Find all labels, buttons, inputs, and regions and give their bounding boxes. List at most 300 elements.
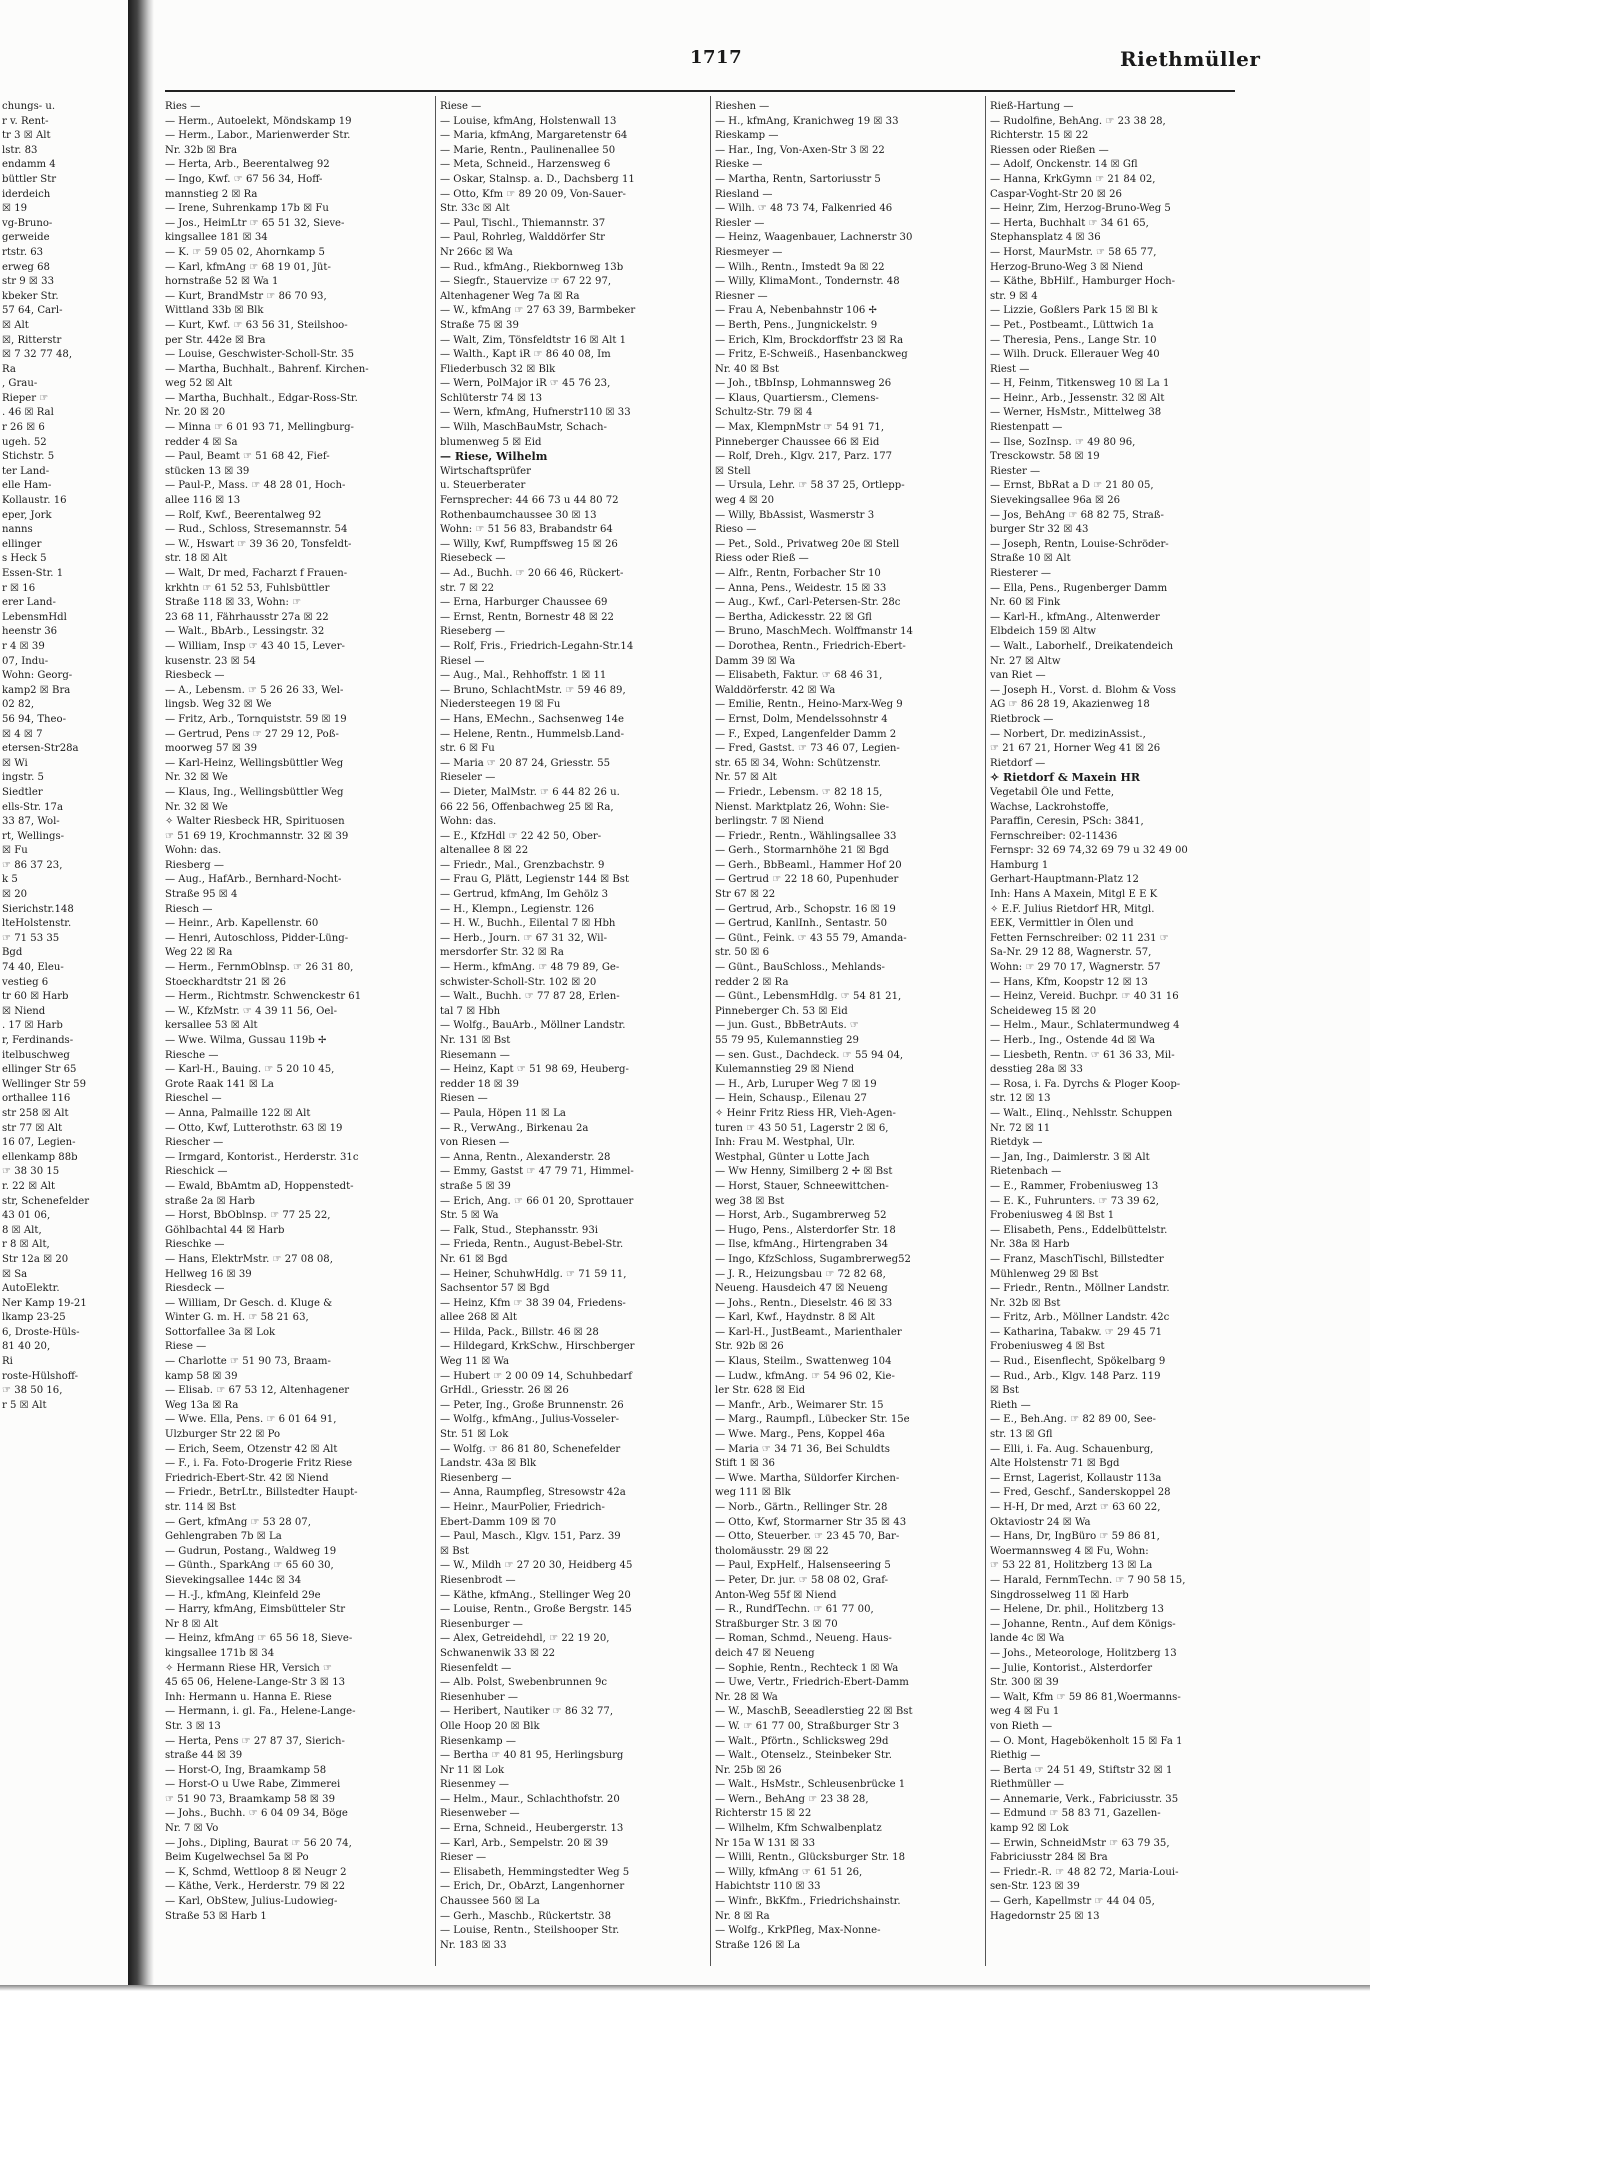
- directory-entry-line: — Heinz, Vereid. Buchpr. ☞ 40 31 16: [990, 991, 1179, 1003]
- margin-line: ingstr. 5: [2, 772, 44, 784]
- directory-entry-line: — Johanne, Rentn., Auf dem Königs-: [990, 1618, 1176, 1630]
- directory-entry-line: schwister-Scholl-Str. 102 ☒ 20: [440, 976, 597, 988]
- directory-entry-line: Tresckowstr. 58 ☒ 19: [990, 451, 1100, 463]
- margin-line: erer Land-: [2, 597, 56, 609]
- directory-entry-line: Sa-Nr. 29 12 88, Wagnerstr. 57,: [990, 947, 1152, 959]
- directory-entry-line: — Aug., Mal., Rehhoffstr. 1 ☒ 11: [440, 670, 607, 682]
- directory-entry-line: — Ernst, Lagerist, Kollaustr 113a: [990, 1472, 1162, 1484]
- margin-line: ☒, Ritterstr: [2, 334, 62, 346]
- directory-entry-line: — Gerh, Kapellmstr ☞ 44 04 05,: [990, 1896, 1155, 1908]
- directory-entry-line: Riesenmey —: [440, 1779, 510, 1791]
- directory-entry-line: — Max, KlempnMstr ☞ 54 91 71,: [715, 422, 885, 434]
- margin-line: Wohn: Georg-: [2, 670, 73, 682]
- directory-entry-line: Wirtschaftsprüfer: [440, 465, 531, 477]
- directory-entry-line: — Frau A, Nebenbahnstr 106 ✢: [715, 305, 877, 317]
- directory-entry-line: blumenweg 5 ☒ Eid: [440, 436, 542, 448]
- directory-entry-line: — Horst-O u Uwe Rabe, Zimmerei: [165, 1779, 341, 1791]
- directory-entry-line: Elbdeich 159 ☒ Altw: [990, 626, 1097, 638]
- directory-entry-line: — Elisab. ☞ 67 53 12, Altenhagener: [165, 1385, 350, 1397]
- directory-entry-line: — Käthe, Verk., Herderstr. 79 ☒ 22: [165, 1881, 346, 1893]
- margin-line: ☒ Sa: [2, 1268, 28, 1280]
- directory-entry-line: Nr. 25b ☒ 26: [715, 1764, 782, 1776]
- directory-entry-line: — Ingo, KfzSchloss, Sugambrerweg52: [715, 1253, 911, 1265]
- margin-line: ☒ Fu: [2, 845, 28, 857]
- directory-entry-line: ☒ Stell: [715, 465, 751, 477]
- directory-entry-line: — Günth., SparkAng ☞ 65 60 30,: [165, 1560, 334, 1572]
- directory-entry-line: — Walt., Laborhelf., Dreikatendeich: [990, 640, 1174, 652]
- margin-line: s Heck 5: [2, 553, 47, 565]
- directory-entry-line: — Joseph H., Vorst. d. Blohm & Voss: [990, 684, 1176, 696]
- directory-entry-line: — W., kfmAng ☞ 27 63 39, Barmbeker: [440, 305, 636, 317]
- directory-entry-line: Straße 126 ☒ La: [715, 1939, 801, 1951]
- directory-entry-line: Riesch —: [165, 903, 213, 915]
- directory-entry-line: — Dorothea, Rentn., Friedrich-Ebert-: [715, 640, 906, 652]
- directory-entry-line: — Heiner, SchuhwHdlg. ☞ 71 59 11,: [440, 1268, 627, 1280]
- directory-entry-line: Herzog-Bruno-Weg 3 ☒ Niend: [990, 261, 1144, 273]
- directory-entry-line: — E. K., Fuhrunters. ☞ 73 39 62,: [990, 1195, 1159, 1207]
- directory-entry-line: — K. ☞ 59 05 02, Ahornkamp 5: [165, 246, 325, 258]
- directory-entry-line: — Hans, Kfm, Koopstr 12 ☒ 13: [990, 976, 1148, 988]
- directory-entry-line: — Elisabeth, Faktur. ☞ 68 46 31,: [715, 670, 883, 682]
- directory-entry-line: — Franz, MaschTischl, Billstedter: [990, 1253, 1164, 1265]
- directory-entry-line: allee 268 ☒ Alt: [440, 1312, 517, 1324]
- directory-entry-line: Straße 95 ☒ 4: [165, 889, 238, 901]
- directory-entry-line: Riesterer —: [990, 568, 1051, 579]
- directory-entry-line: — Herm., Richtmstr. Schwenckestr 61: [165, 991, 362, 1003]
- directory-entry-line: — Willy, KlimaMont., Tondernstr. 48: [715, 276, 900, 288]
- directory-entry-line: — Walt, Dr med, Facharzt f Frauen-: [165, 568, 348, 579]
- directory-entry-line: — Johs., Dipling, Baurat ☞ 56 20 74,: [165, 1837, 352, 1849]
- directory-entry-line: Nr. 32 ☒ We: [165, 801, 228, 813]
- directory-entry-line: Stift 1 ☒ 36: [715, 1458, 775, 1470]
- directory-entry-line: — Erna, Harburger Chaussee 69: [440, 597, 608, 609]
- directory-entry-line: Riesenburger —: [440, 1618, 523, 1630]
- directory-entry-line: — Anna, Palmaille 122 ☒ Alt: [165, 1107, 311, 1119]
- directory-entry-line: Riesberg —: [165, 859, 225, 871]
- margin-line: lkamp 23-25: [2, 1312, 66, 1324]
- directory-entry-line: Str. 51 ☒ Lok: [440, 1429, 509, 1441]
- directory-entry-line: — Karl, ObStew, Julius-Ludowieg-: [165, 1896, 338, 1908]
- page-number: 1717: [690, 47, 743, 68]
- directory-entry-line: — Gertrud, Arb., Schopstr. 16 ☒ 19: [715, 903, 896, 915]
- directory-entry-line: — Pet., Sold., Privatweg 20e ☒ Stell: [715, 538, 900, 550]
- column-divider: [435, 96, 436, 1966]
- directory-entry-line: Fetten Fernschreiber: 02 11 231 ☞: [990, 932, 1169, 944]
- directory-entry-line: — Kurt, BrandMstr ☞ 86 70 93,: [165, 290, 327, 302]
- directory-entry-line: Riesel —: [440, 655, 485, 667]
- directory-entry-line: ☞ 21 67 21, Horner Weg 41 ☒ 26: [990, 743, 1161, 755]
- directory-entry-line: — J. R., Heizungsbau ☞ 72 82 68,: [715, 1268, 886, 1280]
- directory-entry-line: — Fred, Gastst. ☞ 73 46 07, Legien-: [715, 743, 900, 755]
- directory-entry-line: — Marie, Rentn., Paulinenallee 50: [440, 144, 616, 156]
- directory-entry-line: — Maria ☞ 34 71 36, Bei Schuldts: [715, 1443, 890, 1455]
- directory-entry-line: Vegetabil Öle und Fette,: [990, 786, 1115, 798]
- directory-entry-line: Nr. 61 ☒ Bgd: [440, 1253, 508, 1265]
- directory-entry-line: — Pet., Postbeamt., Lüttwich 1a: [990, 319, 1154, 331]
- directory-entry-line: Str. 92b ☒ 26: [715, 1341, 784, 1353]
- directory-entry-line: Sottorfallee 3a ☒ Lok: [165, 1326, 276, 1338]
- directory-entry-line: — Hermann, i. gl. Fa., Helene-Lange-: [165, 1706, 356, 1718]
- directory-entry-line: Inh: Frau M. Westphal, Ulr.: [715, 1137, 855, 1149]
- directory-entry-line: Richterstr 15 ☒ 22: [715, 1808, 812, 1820]
- directory-entry-line: — Käthe, kfmAng., Stellinger Weg 20: [440, 1589, 631, 1601]
- directory-entry-line: — Ernst, Dolm, Mendelssohnstr 4: [715, 713, 888, 725]
- margin-line: nanns: [2, 524, 33, 536]
- margin-line: 8 ☒ Alt,: [2, 1224, 42, 1236]
- directory-entry-line: Rieth —: [990, 1399, 1031, 1411]
- margin-line: eper, Jork: [2, 509, 52, 521]
- directory-entry-line: von Rieth —: [990, 1720, 1053, 1732]
- directory-entry-line: — Wwe. Martha, Süldorfer Kirchen-: [715, 1472, 900, 1484]
- directory-entry-line: — Walth., Kapt iR ☞ 86 40 08, Im: [440, 349, 611, 361]
- directory-entry-line: Str. 5 ☒ Wa: [440, 1210, 499, 1222]
- directory-entry-line: — Maria ☞ 20 87 24, Griesstr. 55: [440, 757, 611, 769]
- directory-entry-line: — Willy, kfmAng ☞ 61 51 26,: [715, 1866, 863, 1878]
- directory-entry-line: u. Steuerberater: [440, 480, 526, 492]
- directory-entry-line: — Klaus, Steilm., Swattenweg 104: [715, 1356, 892, 1368]
- directory-entry-line: straße 44 ☒ 39: [165, 1750, 243, 1762]
- directory-entry-line: — Maria, kfmAng, Margaretenstr 64: [440, 130, 628, 142]
- directory-entry-line: — Liesbeth, Rentn. ☞ 61 36 33, Mil-: [990, 1049, 1175, 1061]
- directory-entry-line: — Fritz, Arb., Tornquiststr. 59 ☒ 19: [165, 713, 347, 725]
- directory-entry-line: burger Str 32 ☒ 43: [990, 524, 1089, 536]
- directory-entry-line: str. 114 ☒ Bst: [165, 1502, 236, 1513]
- directory-entry-line: — E., Rammer, Frobeniusweg 13: [990, 1180, 1159, 1192]
- directory-entry-line: str. 12 ☒ 13: [990, 1093, 1051, 1105]
- margin-line: ☞ 71 53 35: [2, 932, 60, 944]
- directory-entry-line: — Lizzie, Goßlers Park 15 ☒ Bl k: [990, 305, 1158, 317]
- margin-line: roste-Hülshoff-: [2, 1370, 79, 1382]
- running-head-word: Riethmüller: [1120, 47, 1261, 71]
- directory-entry-line: Oktaviostr 24 ☒ Wa: [990, 1516, 1091, 1528]
- column-divider: [985, 96, 986, 1966]
- directory-entry-line: Nr. 57 ☒ Alt: [715, 772, 777, 784]
- directory-entry-line: — H. W., Buchh., Eilental 7 ☒ Hbh: [440, 918, 616, 930]
- directory-entry-line: ☞ 53 22 81, Holitzberg 13 ☒ La: [990, 1560, 1153, 1572]
- directory-entry-line: — Irene, Suhrenkamp 17b ☒ Fu: [165, 203, 329, 215]
- directory-entry-line: — Falk, Stud., Stephansstr. 93i: [440, 1224, 599, 1236]
- directory-entry-line: Gerhart-Hauptmann-Platz 12: [990, 874, 1139, 886]
- margin-line: ☒ 20: [2, 889, 28, 901]
- directory-entry-line: Riester —: [990, 465, 1041, 477]
- directory-entry-line: Nr. 40 ☒ Bst: [715, 363, 779, 375]
- directory-entry-line: Rietbrock —: [990, 713, 1054, 725]
- directory-entry-line: — Gertrud ☞ 22 18 60, Pupenhuder: [715, 874, 899, 886]
- directory-entry-line: Nr. 38a ☒ Harb: [990, 1239, 1070, 1251]
- margin-line: büttler Str: [2, 173, 57, 185]
- directory-entry-line: — Heinz, kfmAng ☞ 65 56 18, Sieve-: [165, 1633, 353, 1645]
- directory-entry-line: per Str. 442e ☒ Bra: [165, 334, 266, 346]
- directory-entry-line: — Horst, Arb., Sugambrerweg 52: [715, 1210, 887, 1222]
- directory-entry-line: — H.-J., kfmAng, Kleinfeld 29e: [165, 1589, 321, 1601]
- directory-entry-line: — Herb., Ing., Ostende 4d ☒ Wa: [990, 1035, 1156, 1046]
- directory-entry-line: — Bruno, MaschMech. Wolffmanstr 14: [715, 626, 913, 638]
- directory-entry-line: — Gerh., Stormarnhöhe 21 ☒ Bgd: [715, 845, 889, 857]
- directory-entry-line: Damm 39 ☒ Wa: [715, 655, 796, 667]
- directory-entry-line: Sievekingsallee 144c ☒ 34: [165, 1574, 302, 1586]
- directory-entry-line: — R., VerwAng., Birkenau 2a: [440, 1122, 589, 1134]
- directory-entry-line: Neueng. Hausdeich 47 ☒ Neueng: [715, 1283, 888, 1295]
- margin-line: rtstr. 63: [2, 246, 44, 258]
- directory-entry-line: — Erich, Dr., ObArzt, Langenhorner: [440, 1881, 625, 1893]
- directory-entry-line: — Willi, Rentn., Glücksburger Str. 18: [715, 1852, 906, 1864]
- directory-entry-line: Sachsentor 57 ☒ Bgd: [440, 1283, 550, 1295]
- directory-entry-line: — Hans, Dr, IngBüro ☞ 59 86 81,: [990, 1531, 1160, 1543]
- margin-line: itelbuschweg: [2, 1049, 70, 1061]
- directory-entry-line: — Ernst, BbRat a D ☞ 21 80 05,: [990, 480, 1154, 492]
- directory-entry-line: Hellweg 16 ☒ 39: [165, 1268, 252, 1280]
- directory-entry-line: Nr 266c ☒ Wa: [440, 246, 513, 258]
- directory-entry-line: Riesmeyer —: [715, 246, 783, 258]
- directory-entry-line: desstieg 28a ☒ 33: [990, 1064, 1083, 1076]
- directory-entry-line: — Emmy, Gastst ☞ 47 79 71, Himmel-: [440, 1166, 634, 1178]
- margin-line: r 4 ☒ 39: [2, 640, 45, 652]
- directory-entry-line: Fernschreiber: 02-11436: [990, 830, 1118, 842]
- margin-line: 33 87, Wol-: [2, 816, 60, 828]
- directory-entry-line: — Herb., Journ. ☞ 67 31 32, Wil-: [440, 932, 608, 944]
- directory-entry-line: — Louise, Rentn., Große Bergstr. 145: [440, 1604, 632, 1616]
- margin-line: ellinger: [2, 538, 42, 550]
- directory-entry-line: ☞ 51 90 73, Braamkamp 58 ☒ 39: [165, 1793, 336, 1805]
- directory-entry-line: Weg 13a ☒ Ra: [165, 1399, 239, 1411]
- directory-entry-line: 66 22 56, Offenbachweg 25 ☒ Ra,: [440, 801, 614, 813]
- directory-entry-line: — Herm., Labor., Marienwerder Str.: [165, 130, 351, 142]
- directory-entry-line: Rietenbach —: [990, 1166, 1062, 1178]
- directory-entry-line: moorweg 57 ☒ 39: [165, 743, 257, 755]
- margin-line: r 8 ☒ Alt,: [2, 1239, 50, 1251]
- directory-entry-line: — Wilhelm, Kfm Schwalbenplatz: [715, 1823, 882, 1835]
- directory-entry-line: — R., RundfTechn. ☞ 61 77 00,: [715, 1604, 874, 1616]
- directory-entry-line: Riesche —: [165, 1049, 219, 1061]
- directory-entry-line: Rieseberg —: [440, 626, 505, 638]
- directory-entry-line: weg 4 ☒ Fu 1: [990, 1706, 1060, 1718]
- directory-entry-line: Mühlenweg 29 ☒ Bst: [990, 1268, 1099, 1280]
- directory-entry-line: — Ludw., kfmAng. ☞ 54 96 02, Kie-: [715, 1370, 895, 1382]
- directory-entry-line: — Jan, Ing., Daimlerstr. 3 ☒ Alt: [990, 1151, 1150, 1163]
- directory-entry-line: Rieser —: [440, 1852, 487, 1864]
- margin-line: Kollaustr. 16: [2, 495, 67, 507]
- directory-entry-line: — Herta, Pens ☞ 27 87 37, Sierich-: [165, 1735, 345, 1747]
- margin-line: Str 12a ☒ 20: [2, 1253, 69, 1265]
- directory-entry-line: — Herm., Autoelekt, Möndskamp 19: [165, 115, 352, 127]
- margin-line: , Grau-: [2, 378, 38, 390]
- directory-entry-line: Wohn: das.: [165, 845, 222, 857]
- directory-entry-line: — Hein, Schausp., Eilenau 27: [715, 1093, 867, 1105]
- directory-entry-line: — Wwe. Ella, Pens. ☞ 6 01 64 91,: [165, 1414, 337, 1426]
- directory-entry-line: — Gertrud, KanlInh., Sentastr. 50: [715, 918, 888, 930]
- directory-entry-line: Rieschke —: [165, 1239, 225, 1251]
- directory-entry-line: — H., kfmAng, Kranichweg 19 ☒ 33: [715, 115, 899, 127]
- directory-entry-line: Nr. 32b ☒ Bra: [165, 144, 237, 156]
- directory-entry-line: Chaussee 560 ☒ La: [440, 1896, 540, 1908]
- directory-entry-line: — Aug., HafArb., Bernhard-Nocht-: [165, 874, 342, 886]
- margin-line: Siedtler: [2, 786, 43, 798]
- directory-entry-line: — Walt., Otenselz., Steinbeker Str.: [715, 1750, 892, 1762]
- directory-entry-line: krkhtn ☞ 61 52 53, Fuhlsbüttler: [165, 582, 330, 594]
- directory-entry-line: — Willy, BbAssist, Wasmerstr 3: [715, 509, 875, 521]
- directory-entry-line: Nr 15a W 131 ☒ 33: [715, 1837, 816, 1849]
- directory-entry-line: — Rud., Arb., Klgv. 148 Parz. 119: [990, 1370, 1161, 1382]
- directory-entry-line: — Helene, Dr. phil., Holitzberg 13: [990, 1604, 1164, 1616]
- directory-entry-line: — Peter, Ing., Große Brunnenstr. 26: [440, 1399, 624, 1411]
- directory-entry-line: GrHdl., Griesstr. 26 ☒ 26: [440, 1385, 569, 1397]
- directory-entry-line: — Norbert, Dr. medizinAssist.,: [990, 728, 1146, 740]
- margin-line: ugeh. 52: [2, 436, 47, 448]
- directory-entry-line: — Hans, EMechn., Sachsenweg 14e: [440, 713, 625, 725]
- directory-entry-line: str. 7 ☒ 22: [440, 582, 495, 594]
- directory-entry-line: — F., Exped, Langenfelder Damm 2: [715, 728, 897, 740]
- directory-entry-line: Singdrosselweg 11 ☒ Harb: [990, 1589, 1129, 1601]
- directory-entry-line: — Erich, Ang. ☞ 66 01 20, Sprottauer: [440, 1195, 634, 1207]
- directory-entry-line: — Wolfg., BauArb., Möllner Landstr.: [440, 1020, 626, 1032]
- directory-entry-line: — jun. Gust., BbBetrAuts. ☞: [715, 1020, 859, 1032]
- directory-entry-line: — Roman, Schmd., Neueng. Haus-: [715, 1633, 892, 1645]
- directory-entry-line: Rieshen —: [715, 101, 770, 112]
- directory-entry-line: — Bertha ☞ 40 81 95, Herlingsburg: [440, 1750, 624, 1762]
- directory-entry-line: — Helm., Maur., Schlachthofstr. 20: [440, 1793, 620, 1805]
- directory-entry-line: 55 79 95, Kulemannstieg 29: [715, 1035, 859, 1046]
- directory-entry-line: — Wilh., Rentn., Imstedt 9a ☒ 22: [715, 261, 885, 273]
- directory-entry-line: Kulemannstieg 29 ☒ Niend: [715, 1064, 855, 1076]
- directory-entry-line: straße 2a ☒ Harb: [165, 1195, 256, 1207]
- directory-entry-line: — Harry, kfmAng, Eimsbütteler Str: [165, 1604, 346, 1616]
- directory-entry-line: — Julie, Kontorist., Alsterdorfer: [990, 1662, 1153, 1674]
- directory-entry-line: Riesenhuber —: [440, 1691, 519, 1703]
- margin-line: ells-Str. 17a: [2, 801, 63, 813]
- margin-line: lteHolstenstr.: [2, 918, 72, 930]
- directory-entry-line: — Louise, Geschwister-Scholl-Str. 35: [165, 349, 355, 361]
- directory-entry-line: — Rolf, Dreh., Klgv. 217, Parz. 177: [715, 451, 893, 463]
- directory-entry-line: Schultz-Str. 79 ☒ 4: [715, 407, 813, 419]
- margin-line: ☒ 7 32 77 48,: [2, 349, 73, 361]
- directory-entry-line: Riesbeck —: [165, 670, 225, 682]
- directory-entry-line: Nr. 27 ☒ Altw: [990, 655, 1061, 667]
- directory-entry-line: tholomäusstr. 29 ☒ 22: [715, 1545, 829, 1557]
- margin-line: lstr. 83: [2, 144, 38, 156]
- directory-entry-line: — H-H, Dr med, Arzt ☞ 63 60 22,: [990, 1502, 1161, 1513]
- directory-entry-line: ✧ Walter Riesbeck HR, Spirituosen: [165, 816, 345, 828]
- directory-entry-line: ☒ Bst: [440, 1545, 469, 1557]
- margin-line: vestieg 6: [2, 976, 49, 988]
- margin-line: 74 40, Eleu-: [2, 962, 64, 974]
- directory-entry-line: ☞ 51 69 19, Krochmannstr. 32 ☒ 39: [165, 830, 349, 842]
- directory-entry-line: — Martha, Buchhalt., Edgar-Ross-Str.: [165, 392, 358, 404]
- directory-entry-line: str. 18 ☒ Alt: [165, 553, 228, 565]
- directory-entry-line: — Hanna, KrkGymn ☞ 21 84 02,: [990, 173, 1156, 185]
- directory-entry-line: — H., Arb, Luruper Weg 7 ☒ 19: [715, 1078, 877, 1090]
- directory-entry-line: Nr. 32b ☒ Bst: [990, 1297, 1061, 1309]
- directory-entry-line: Beim Kugelwechsel 5a ☒ Po: [165, 1852, 309, 1864]
- directory-entry-line: Weg 22 ☒ Ra: [165, 947, 233, 959]
- directory-entry-line: — Paul, ExpHelf., Halsenseering 5: [715, 1560, 891, 1572]
- directory-entry-line: — F., i. Fa. Foto-Drogerie Fritz Riese: [165, 1458, 353, 1470]
- directory-entry-line: kamp 92 ☒ Lok: [990, 1823, 1069, 1835]
- directory-entry-line: — Karl, Kwf., Haydnstr. 8 ☒ Alt: [715, 1312, 875, 1324]
- directory-entry-line: — Jos, BehAng ☞ 68 82 75, Straß-: [990, 509, 1164, 521]
- directory-entry-line: Nr. 28 ☒ Wa: [715, 1691, 778, 1703]
- directory-entry-line: — Johs., Rentn., Dieselstr. 46 ☒ 33: [715, 1297, 893, 1309]
- directory-entry-line: Schlüterstr 74 ☒ 13: [440, 392, 543, 404]
- margin-line: Ner Kamp 19-21: [2, 1297, 87, 1309]
- header-rule: [165, 90, 1235, 92]
- margin-line: tr 60 ☒ Harb: [2, 991, 69, 1003]
- margin-line: Bgd: [2, 947, 23, 959]
- margin-line: 57 64, Carl-: [2, 305, 63, 317]
- directory-entry-line: — Heinr., MaurPolier, Friedrich-: [440, 1502, 605, 1513]
- margin-line: 43 01 06,: [2, 1210, 51, 1222]
- directory-entry-line: — Paul, Beamt ☞ 51 68 42, Fief-: [165, 451, 330, 463]
- directory-entry-line: Rothenbaumchaussee 30 ☒ 13: [440, 509, 597, 521]
- page-edge: [0, 1985, 1370, 1991]
- directory-entry-line: Nr. 8 ☒ Ra: [715, 1910, 770, 1922]
- margin-line: ☞ 86 37 23,: [2, 859, 63, 871]
- directory-entry-line: — Jos., HeimLtr ☞ 65 51 32, Sieve-: [165, 217, 345, 229]
- directory-entry-line: — Paul-P., Mass. ☞ 48 28 01, Hoch-: [165, 480, 346, 492]
- directory-entry-line: redder 18 ☒ 39: [440, 1078, 519, 1090]
- directory-entry-line: — Emilie, Rentn., Heino-Marx-Weg 9: [715, 699, 903, 711]
- directory-entry-line: — Friedr.-R. ☞ 48 82 72, Maria-Loui-: [990, 1866, 1179, 1878]
- margin-line: ellenkamp 88b: [2, 1151, 78, 1163]
- directory-entry-line: — Edmund ☞ 58 83 71, Gazellen-: [990, 1808, 1161, 1820]
- directory-entry-line: Hamburg 1: [990, 859, 1049, 871]
- directory-entry-line: — Gertrud, Pens ☞ 27 29 12, Poß-: [165, 728, 339, 740]
- directory-entry-line: mersdorfer Str. 32 ☒ Ra: [440, 947, 564, 959]
- directory-entry-line: — Joseph, Rentn, Louise-Schröder-: [990, 538, 1169, 550]
- directory-entry-line: — Otto, Kwf, Lutterothstr. 63 ☒ 19: [165, 1122, 343, 1134]
- directory-entry-line: — Otto, Kwf, Stormarner Str 35 ☒ 43: [715, 1516, 907, 1528]
- directory-entry-line: — Paul, Tischl., Thiemannstr. 37: [440, 217, 606, 229]
- directory-entry-line: — Ingo, Kwf. ☞ 67 56 34, Hoff-: [165, 173, 323, 185]
- directory-entry-line: Riesenberg —: [440, 1472, 512, 1484]
- directory-entry-line: Str. 33c ☒ Alt: [440, 203, 510, 215]
- directory-entry-line: Riescher —: [165, 1137, 224, 1149]
- directory-entry-line: — Wolfg., kfmAng., Julius-Vosseler-: [440, 1414, 619, 1426]
- directory-entry-line: Rieschel —: [165, 1093, 222, 1105]
- directory-entry-line: — Har., Ing, Von-Axen-Str 3 ☒ 22: [715, 144, 885, 156]
- directory-column-3: [715, 100, 980, 1960]
- directory-entry-line: — Manfr., Arb., Weimarer Str. 15: [715, 1399, 884, 1411]
- directory-entry-line: — Charlotte ☞ 51 90 73, Braam-: [165, 1356, 331, 1368]
- directory-entry-line: — Klaus, Ing., Wellingsbüttler Weg: [165, 786, 344, 798]
- margin-line: AutoElektr.: [2, 1283, 60, 1295]
- directory-entry-line: — K, Schmd, Wettloop 8 ☒ Neugr 2: [165, 1866, 347, 1878]
- directory-entry-line: stücken 13 ☒ 39: [165, 465, 250, 477]
- directory-entry-line: — Katharina, Tabakw. ☞ 29 45 71: [990, 1326, 1163, 1338]
- directory-entry-line: Str. 300 ☒ 39: [990, 1677, 1059, 1689]
- directory-entry-line: — Fritz, E-Schweiß., Hasenbanckweg: [715, 349, 908, 361]
- directory-entry-line: — Helm., Maur., Schlatermundweg 4: [990, 1020, 1180, 1032]
- directory-entry-line: — W. ☞ 61 77 00, Straßburger Str 3: [715, 1720, 900, 1732]
- directory-entry-line: hornstraße 52 ☒ Wa 1: [165, 276, 279, 288]
- directory-entry-line: — Irmgard, Kontorist., Herderstr. 31c: [165, 1151, 359, 1163]
- directory-entry-line: — W., Hswart ☞ 39 36 20, Tonsfeldt-: [165, 538, 352, 550]
- directory-entry-line: — Theresia, Pens., Lange Str. 10: [990, 334, 1157, 346]
- directory-entry-line: — Rudolfine, BehAng. ☞ 23 38 28,: [990, 115, 1166, 127]
- margin-line: ter Land-: [2, 465, 50, 477]
- margin-line: Rieper ☞: [2, 392, 49, 404]
- directory-entry-line: — Wolfg., KrkPfleg, Max-Nonne-: [715, 1925, 881, 1937]
- directory-entry-line: — Erich, Klm, Brockdorffstr 23 ☒ Ra: [715, 334, 904, 346]
- margin-line: etersen-Str28a: [2, 743, 79, 755]
- directory-entry-line: — O. Mont, Hagebökenholt 15 ☒ Fa 1: [990, 1735, 1183, 1747]
- directory-entry-line: — Friedr., Rentn., Wählingsallee 33: [715, 830, 897, 842]
- directory-entry-line: Landstr. 43a ☒ Blk: [440, 1458, 537, 1470]
- directory-entry-line: — Ernst, Rentn, Bornestr 48 ☒ 22: [440, 611, 614, 623]
- directory-entry-line: Rieso —: [715, 524, 757, 536]
- directory-entry-line: — Otto, Steuerber. ☞ 23 45 70, Bar-: [715, 1531, 900, 1543]
- directory-entry-line: Sievekingsallee 96a ☒ 26: [990, 495, 1121, 507]
- margin-line: ☞ 38 50 16,: [2, 1385, 63, 1397]
